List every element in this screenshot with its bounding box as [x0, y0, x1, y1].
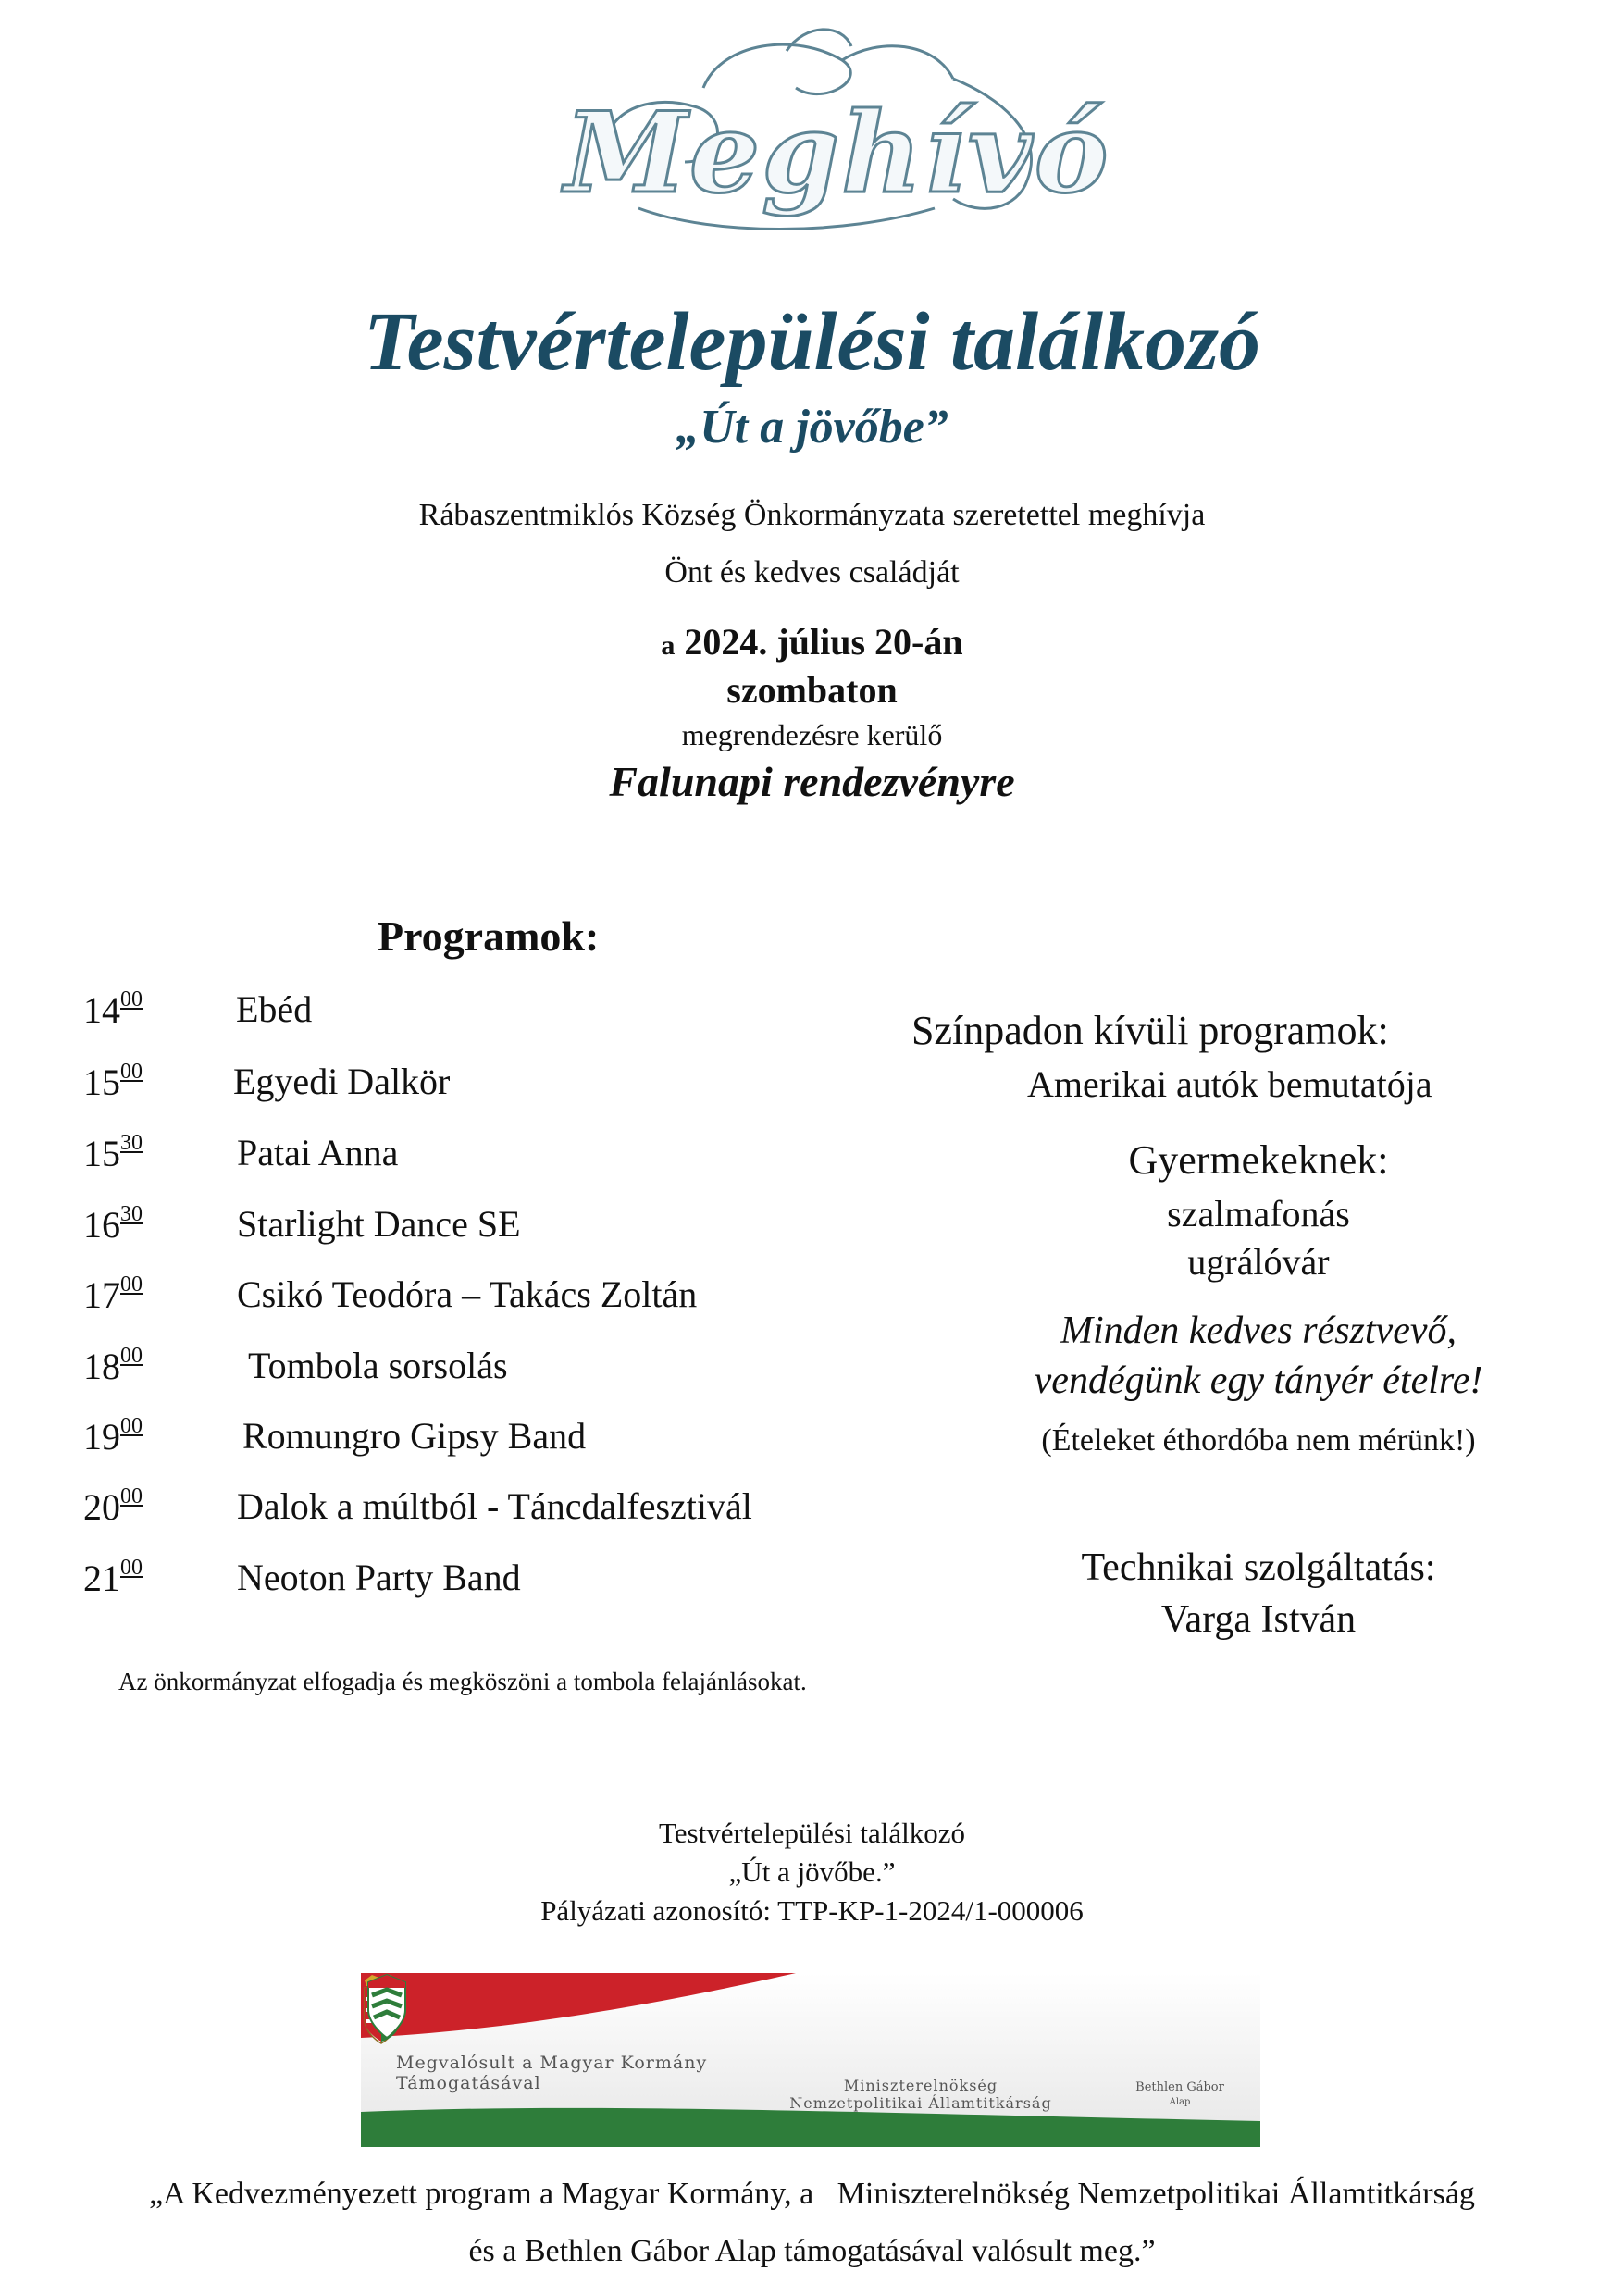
program-name: Patai Anna: [237, 1132, 399, 1173]
kids-item: ugrálóvár: [1187, 1241, 1330, 1283]
program-time: $18^{00}$: [83, 1344, 143, 1387]
program-time: $21^{00}$: [83, 1556, 143, 1599]
kids-heading: Gyermekeknek:: [1128, 1137, 1389, 1183]
food-note-line-2: vendégünk egy tányér ételre!: [1034, 1359, 1483, 1402]
program-time: $20^{00}$: [83, 1484, 143, 1528]
program-time: $19^{00}$: [83, 1414, 143, 1458]
program-name: Romungro Gipsy Band: [242, 1415, 587, 1457]
program-name: Tombola sorsolás: [248, 1345, 508, 1386]
banner-ministry-text: Miniszterelnökség Nemzetpolitikai Államtitkárság: [789, 2077, 1052, 2112]
tech-service-heading: Technikai szolgáltatás:: [1081, 1546, 1436, 1589]
event-date: [0, 620, 1624, 664]
footer-grant-id: Pályázati azonosító: TTP-KP-1-2024/1-000006: [540, 1894, 1084, 1927]
page-title: Testvértelepülési találkozó: [363, 296, 1261, 388]
kids-item: szalmafonás: [1167, 1193, 1350, 1235]
footer-line-1: Testvértelepülési találkozó: [659, 1817, 965, 1849]
meghivo-logo: [564, 23, 1110, 254]
food-note-line-1: Minden kedves résztvevő,: [1060, 1309, 1457, 1352]
footer-line-2: „Út a jövőbe.”: [728, 1855, 896, 1888]
program-name: Egyedi Dalkör: [233, 1061, 451, 1102]
program-time: $17^{00}$: [83, 1272, 143, 1316]
programs-heading: Programok:: [378, 912, 600, 960]
date-prefix: a: [661, 630, 676, 661]
event-day: szombaton: [726, 669, 898, 711]
program-time: $15^{30}$: [83, 1131, 143, 1174]
program-time: $14^{00}$: [83, 987, 143, 1031]
sponsor-banner: [361, 1973, 1260, 2147]
invitation-line-2: Önt és kedves családját: [664, 555, 960, 590]
program-item: [83, 1060, 916, 1115]
program-item: [83, 1556, 916, 1611]
program-name: Ebéd: [236, 988, 313, 1030]
program-item: [83, 1344, 916, 1399]
invitation-line-1: Rábaszentmiklós Község Önkormányzata szeretettel meghívja: [418, 498, 1206, 532]
program-name: Neoton Party Band: [237, 1557, 521, 1598]
banner-bga-text: Bethlen Gábor Alap: [1135, 2080, 1224, 2107]
program-item: [83, 1272, 916, 1328]
logo-text: Meghívó: [564, 88, 1110, 218]
date-value: 2024. július 20-án: [684, 621, 963, 663]
event-name: Falunapi rendezvényre: [609, 758, 1015, 805]
off-stage-item: Amerikai autók bemutatója: [1027, 1063, 1432, 1105]
organized-text: megrendezésre kerülő: [681, 718, 943, 751]
program-name: Starlight Dance SE: [237, 1203, 521, 1245]
program-item: [83, 1484, 916, 1540]
program-item: [83, 1202, 916, 1258]
program-time: $15^{00}$: [83, 1060, 143, 1103]
tombola-note: Az önkormányzat elfogadja és megköszöni a tombola felajánlásokat.: [118, 1668, 807, 1695]
closing-line-2: és a Bethlen Gábor Alap támogatásával valósult meg.”: [468, 2234, 1156, 2268]
program-name: Csikó Teodóra – Takács Zoltán: [237, 1273, 698, 1315]
program-item: [83, 1131, 916, 1186]
program-time: $16^{30}$: [83, 1202, 143, 1246]
tech-service-name: Varga István: [1160, 1598, 1357, 1641]
program-name: Dalok a múltból - Táncdalfesztivál: [237, 1485, 752, 1527]
page-subtitle: „Út a jövőbe”: [676, 401, 948, 453]
closing-line-1: „A Kedvezményezett program a Magyar Kormány, a Miniszterelnökség Nemzetpolitikai Államtitkárság: [149, 2177, 1475, 2211]
banner-government-text: Megvalósult a Magyar Kormány Támogatásával: [396, 2053, 708, 2093]
program-item: [83, 1414, 916, 1470]
off-stage-heading: Színpadon kívüli programok:: [911, 1008, 1389, 1053]
food-note-line-3: (Ételeket éthordóba nem mérünk!): [1041, 1423, 1476, 1458]
program-item: [83, 987, 916, 1043]
bethlen-gabor-alap-logo-icon: [361, 1973, 413, 2042]
